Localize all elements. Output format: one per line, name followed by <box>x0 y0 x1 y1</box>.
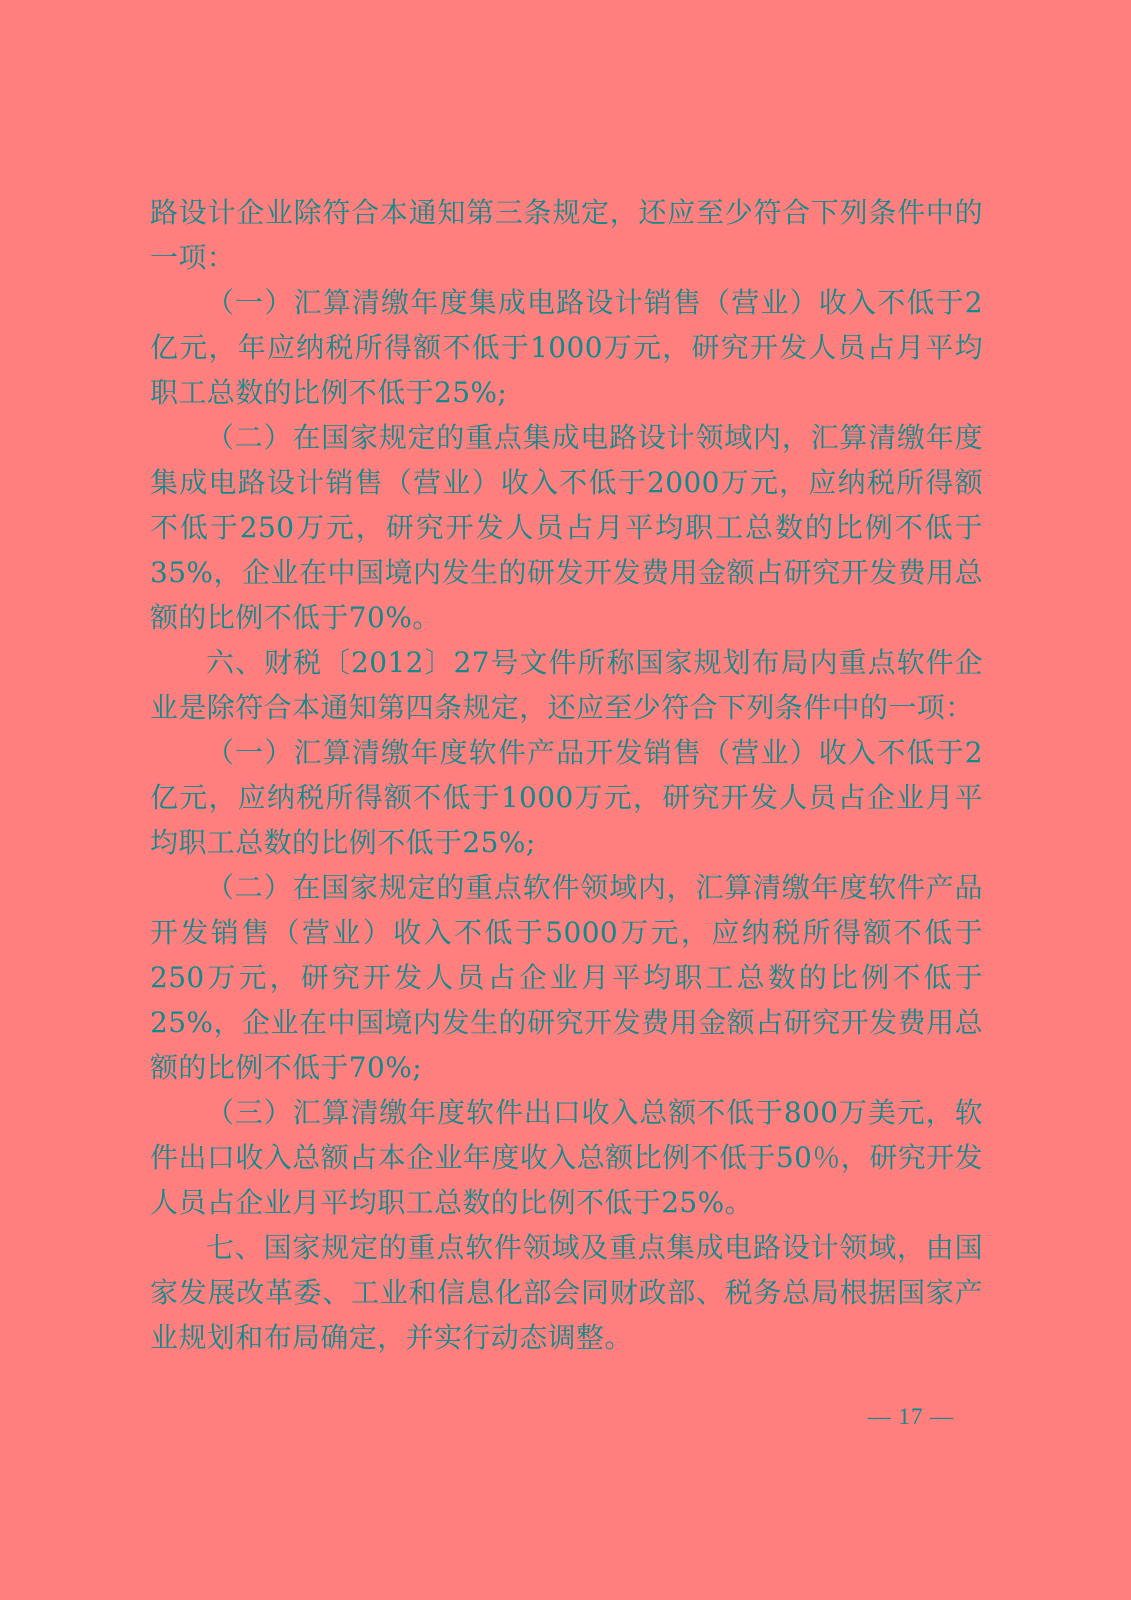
paragraph-continuation: 路设计企业除符合本通知第三条规定，还应至少符合下列条件中的一项： <box>150 196 983 274</box>
paragraph-ic-condition-2: （二）在国家规定的重点集成电路设计领域内，汇算清缴年度集成电路设计销售（营业）收入不低于2000万元，应纳税所得额不低于250万元，研究开发人员占月平均职工总数的比例不低于35%，企业在中国境内发生的研发开发费用金额占研究开发费用总额的比例不低于70%。 <box>150 421 983 634</box>
body-text <box>150 190 983 1360</box>
paragraph-section-seven: 七、国家规定的重点软件领域及重点集成电路设计领域，由国家发展改革委、工业和信息化部会同财政部、税务总局根据国家产业规划和布局确定，并实行动态调整。 <box>150 1231 983 1354</box>
page-number: — 17 — <box>867 1404 955 1429</box>
paragraph-software-condition-1: （一）汇算清缴年度软件产品开发销售（营业）收入不低于2亿元，应纳税所得额不低于1000万元，研究开发人员占企业月平均职工总数的比例不低于25%; <box>150 736 983 859</box>
paragraph-ic-condition-1: （一）汇算清缴年度集成电路设计销售（营业）收入不低于2亿元，年应纳税所得额不低于1000万元，研究开发人员占月平均职工总数的比例不低于25%; <box>150 286 983 409</box>
paragraph-software-condition-2: （二）在国家规定的重点软件领域内，汇算清缴年度软件产品开发销售（营业）收入不低于5000万元，应纳税所得额不低于250万元，研究开发人员占企业月平均职工总数的比例不低于25%，企业在中国境内发生的研究开发费用金额占研究开发费用总额的比例不低于70%; <box>150 871 983 1084</box>
paragraph-software-condition-3: （三）汇算清缴年度软件出口收入总额不低于800万美元，软件出口收入总额占本企业年度收入总额比例不低于50％，研究开发人员占企业月平均职工总数的比例不低于25%。 <box>150 1096 983 1219</box>
paragraph-section-six: 六、财税〔2012〕27号文件所称国家规划布局内重点软件企业是除符合本通知第四条规定，还应至少符合下列条件中的一项： <box>150 646 983 724</box>
